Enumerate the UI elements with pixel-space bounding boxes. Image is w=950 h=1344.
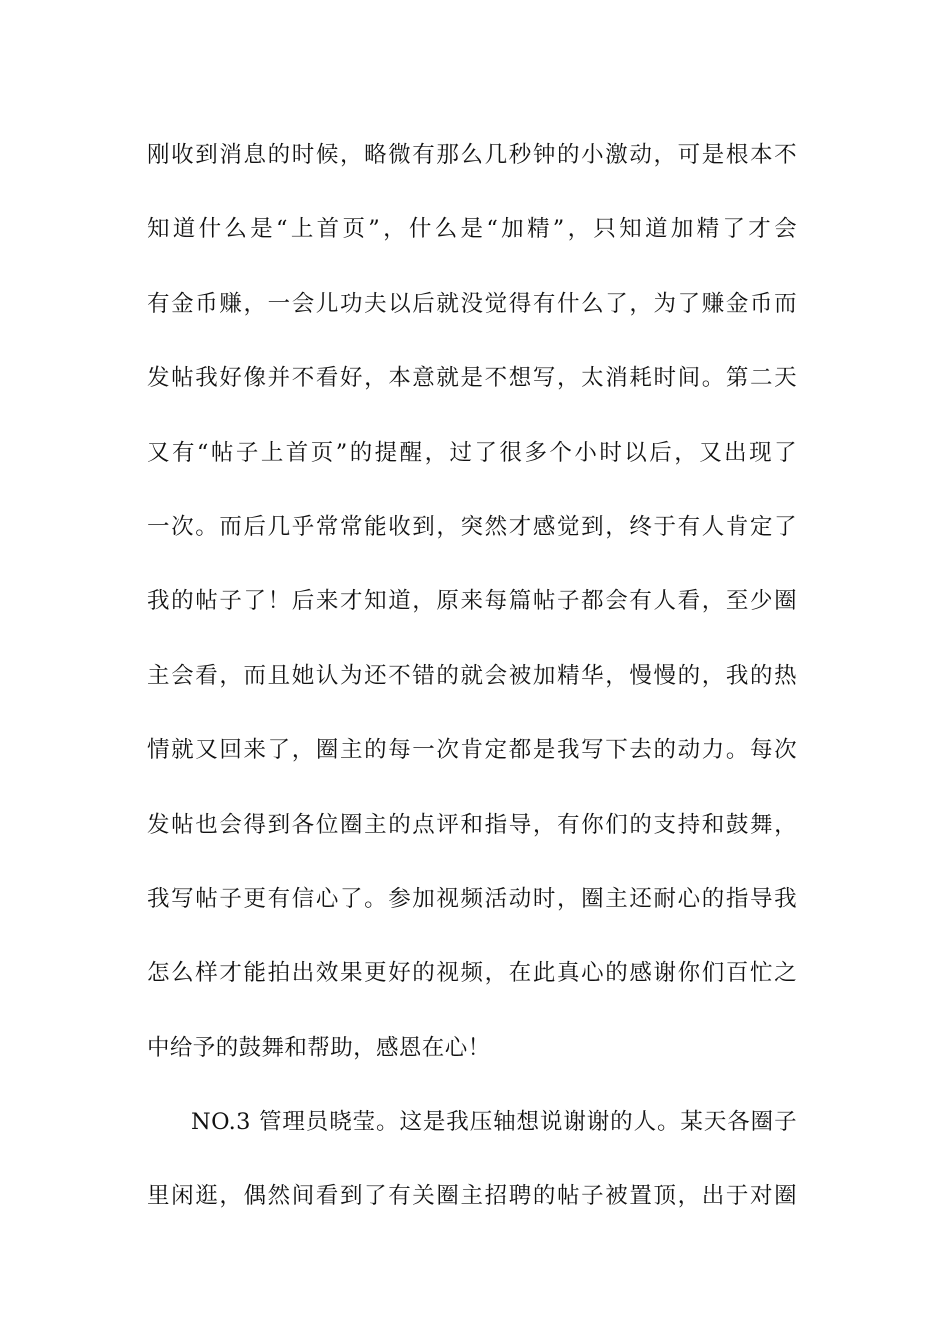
text-line: 主会看，而且她认为还不错的就会被加精华，慢慢的，我的热 — [147, 662, 797, 689]
text-line: 发帖我好像并不看好，本意就是不想写，太消耗时间。第二天 — [147, 365, 797, 392]
text-line: 有金币赚，一会儿功夫以后就没觉得有什么了，为了赚金币而 — [147, 290, 797, 317]
text-line: 我写帖子更有信心了。参加视频活动时，圈主还耐心的指导我 — [147, 885, 797, 912]
text-line: 情就又回来了，圈主的每一次肯定都是我写下去的动力。每次 — [147, 737, 797, 764]
text-line: 一次。而后几乎常常能收到，突然才感觉到，终于有人肯定了 — [147, 513, 797, 540]
text-line: 我的帖子了！后来才知道，原来每篇帖子都会有人看，至少圈 — [147, 588, 797, 615]
text-line: 中给予的鼓舞和帮助，感恩在心！ — [147, 1034, 491, 1061]
text-line: 发帖也会得到各位圈主的点评和指导，有你们的支持和鼓舞， — [147, 811, 797, 838]
text-line: 里闲逛，偶然间看到了有关圈主招聘的帖子被置顶，出于对圈 — [147, 1183, 797, 1210]
text-line: 知道什么是“上首页”，什么是“加精”，只知道加精了才会 — [147, 216, 797, 243]
text-line: 刚收到消息的时候，略微有那么几秒钟的小激动，可是根本不 — [147, 142, 797, 168]
text-line: 又有“帖子上首页”的提醒，过了很多个小时以后，又出现了 — [147, 439, 797, 466]
text-line: 怎么样才能拍出效果更好的视频，在此真心的感谢你们百忙之 — [147, 960, 797, 987]
text-line: NO.3 管理员晓莹。这是我压轴想说谢谢的人。某天各圈子 — [191, 1109, 797, 1136]
body-text — [147, 118, 797, 1234]
